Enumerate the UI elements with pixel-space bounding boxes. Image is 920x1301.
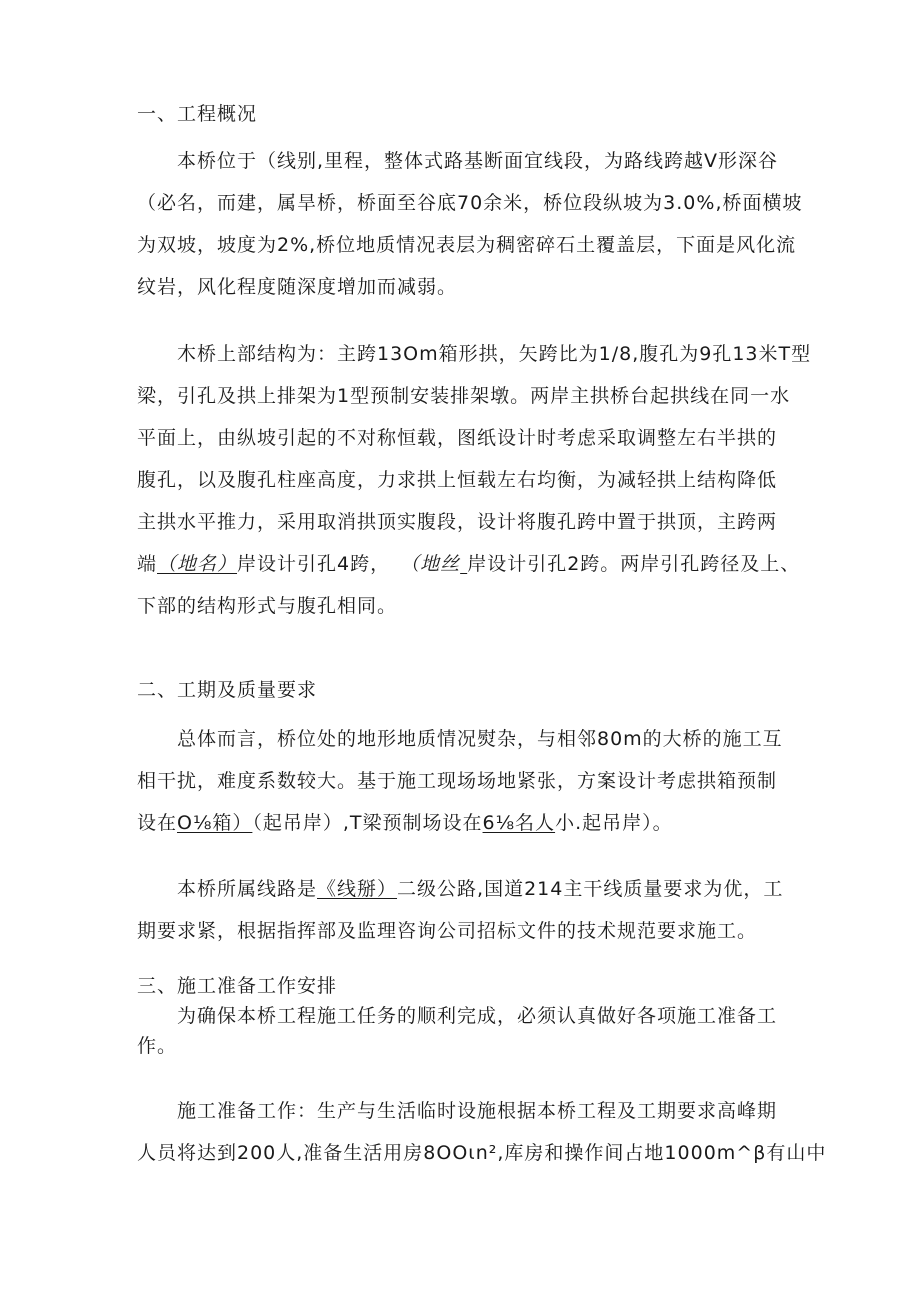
text-line: 为确保本桥工程施工任务的顺利完成，必须认真做好各项施工准备工	[177, 1005, 778, 1027]
paragraph-superstructure	[137, 333, 812, 627]
text-line: 相干扰，难度系数较大。基于施工现场场地紧张，方案设计考虑拱箱预制	[137, 770, 778, 792]
text-line	[137, 802, 787, 844]
section-heading-3: 三、施工准备工作安排	[137, 975, 338, 997]
paragraph-site-conditions	[137, 718, 787, 844]
text-line: 作。	[137, 1035, 178, 1057]
text-fragment: 端	[137, 553, 158, 575]
paragraph-bridge-location	[137, 140, 803, 308]
text-line: 人员将达到200人,准备生活用房8OOιn²,库房和操作间占地1000m^β有山中	[137, 1142, 827, 1164]
placeholder-place-name-1: （地名）	[157, 553, 238, 575]
placeholder-route-name: 《线掰）	[317, 878, 398, 900]
text-fragment: 岸设计引孔2跨。两岸引孔跨径及上、	[467, 553, 801, 575]
text-fragment: 本桥所属线路是	[177, 878, 318, 900]
text-line	[137, 543, 801, 585]
text-fragment: 小.起吊岸）。	[555, 812, 673, 834]
text-fragment: 设在	[137, 812, 178, 834]
text-line: 下部的结构形式与腹孔相同。	[137, 595, 398, 617]
section-heading-1: 一、工程概况	[137, 103, 258, 125]
text-fragment: 二级公路,国道214主干线质量要求为优，工	[397, 878, 784, 900]
text-fragment: （起吊岸）,T梁预制场设在	[252, 812, 483, 834]
text-line: 梁，引孔及拱上排架为1型预制安装排架墩。两岸主拱桥台起拱线在同一水	[137, 385, 791, 407]
text-fragment: 岸设计引孔4跨，	[237, 553, 391, 575]
text-line: 主拱水平推力，采用取消拱顶实腹段，设计将腹孔跨中置于拱顶，主跨两	[137, 511, 778, 533]
section-heading-2: 二、工期及质量要求	[137, 679, 318, 701]
text-line: 腹孔，以及腹孔柱座高度，力求拱上恒载左右均衡，为减轻拱上结构降低	[137, 469, 778, 491]
text-line: 为双坡，坡度为2%,桥位地质情况表层为稠密碎石土覆盖层，下面是风化流	[137, 234, 797, 256]
placeholder-box-site: O⅛箱）	[177, 812, 253, 834]
placeholder-t-beam-site: 6⅛名人	[482, 812, 556, 834]
text-line: 本桥位于（线别,里程，整体式路基断面宜线段，为路线跨越V形深谷	[177, 150, 779, 172]
text-line: 期要求紧，根据指挥部及监理咨询公司招标文件的技术规范要求施工。	[137, 920, 758, 942]
placeholder-place-name-2: （地丝	[400, 553, 461, 575]
text-line: 平面上，由纵坡引起的不对称恒载，图纸设计时考虑采取调整左右半拱的	[137, 427, 778, 449]
text-line: 木桥上部结构为：主跨13Om箱形拱，矢跨比为1/8,腹孔为9孔13米T型	[177, 343, 812, 365]
paragraph-preparation-work	[137, 1090, 827, 1174]
text-line: （必名，而建，属旱桥，桥面至谷底70余米，桥位段纵坡为3.0%,桥面横坡	[137, 192, 803, 214]
paragraph-preparation-goal	[137, 1001, 787, 1061]
text-line	[137, 868, 787, 910]
text-line: 总体而言，桥位处的地形地质情况熨杂，与相邻80m的大桥的施工互	[177, 728, 783, 750]
paragraph-quality-requirements	[137, 868, 787, 952]
text-line: 纹岩，风化程度随深度增加而减弱。	[137, 276, 458, 298]
text-line: 施工准备工作：生产与生活临时设施根据本桥工程及工期要求高峰期	[177, 1100, 778, 1122]
